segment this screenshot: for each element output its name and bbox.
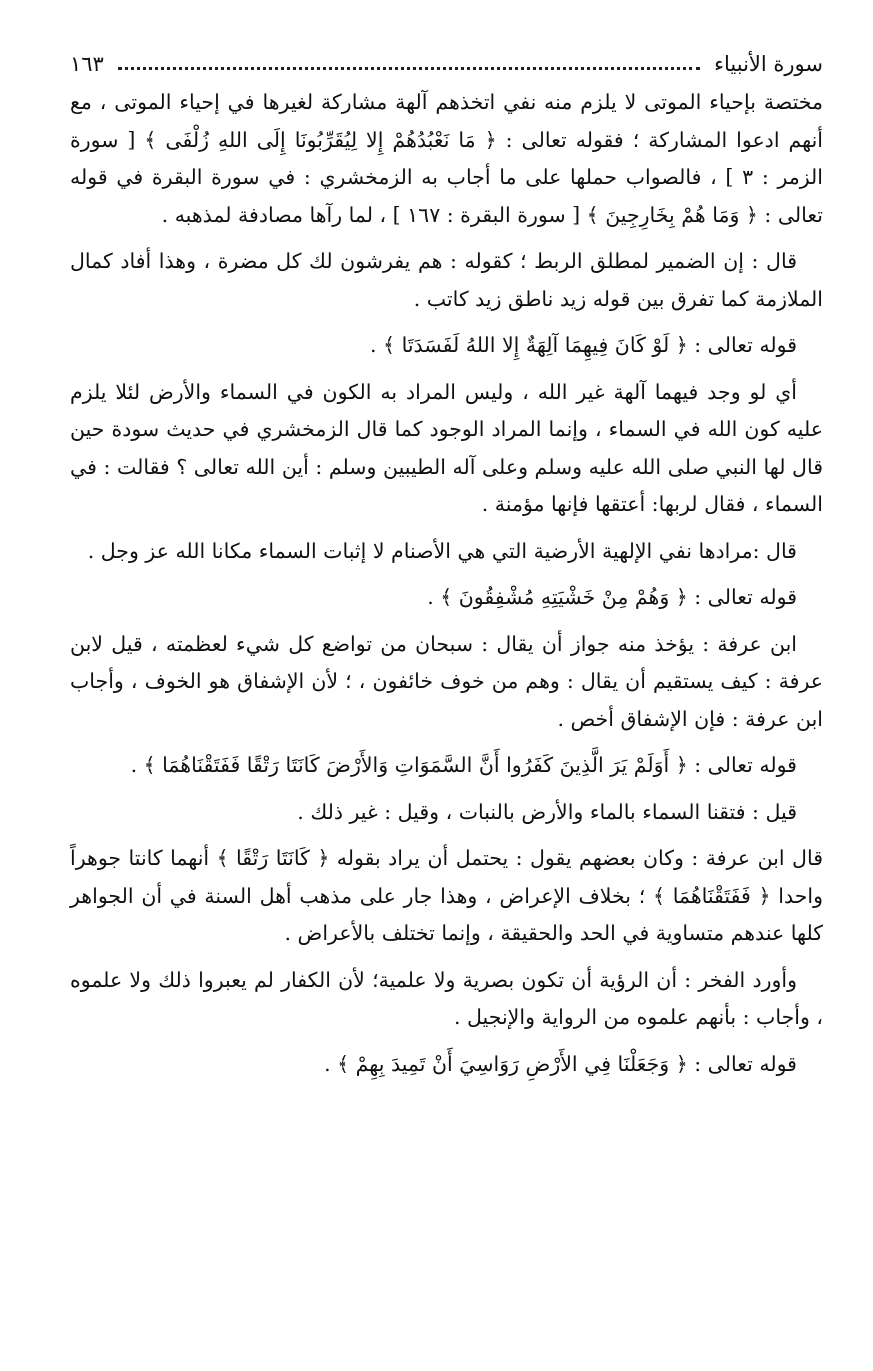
paragraph: أي لو وجد فيهما آلهة غير الله ، وليس المراد به الكون في السماء والأرض لئلا يلزم عليه كون الله في السماء ، وإنما المراد الوجود كما قال الزمخشري في حديث سودة حين قال لها النبي صلى الله عليه وسلم وعلى آله الطيبين وسلم : أين الله تعالى ؟ فقالت : في السماء ، فقال لربها: أعتقها فإنها مؤمنة . [70,379,823,516]
paragraph: قوله تعالى : ﴿ أَوَلَمْ يَرَ الَّذِينَ كَفَرُوا أَنَّ السَّمَوَاتِ وَالأَرْضَ كَانَتَا رَتْقًا فَفَتَقْنَاهُمَا ﴾ . [130,753,797,777]
paragraph: قال : إن الضمير لمطلق الربط ؛ كقوله : هم يفرشون لك كل مضرة ، وهذا أفاد كمال الملازمة كما تفرق بين قوله زيد ناطق زيد كاتب . [70,249,823,311]
paragraph: ابن عرفة : يؤخذ منه جواز أن يقال : سبحان من تواضع كل شيء لعظمته ، قيل لابن عرفة : كيف يستقيم أن يقال : وهم من خوف خائفون ، ؛ لأن الإشفاق هو الخوف ، وأجاب ابن عرفة : فإن الإشفاق أخص . [70,631,823,731]
paragraph: قوله تعالى : ﴿ وَجَعَلْنَا فِي الأَرْضِ رَوَاسِيَ أَنْ تَمِيدَ بِهِمْ ﴾ . [324,1051,797,1076]
paragraph: وأورد الفخر : أن الرؤية أن تكون بصرية ولا علمية؛ لأن الكفار لم يعبروا ذلك ولا علموه ، وأجاب : بأنهم علموه من الرواية والإنجيل . [70,967,823,1029]
paragraph: قال ابن عرفة : وكان بعضهم يقول : يحتمل أن يراد بقوله ﴿ كَانَتَا رَتْقًا ﴾ أنهما كانتا جوهراً واحدا ﴿ فَفَتَقْنَاهُمَا ﴾ ؛ بخلاف الإعراض ، وهذا جار على مذهب أهل السنة في أن الجواهر كلها عندهم متساوية في الحد والحقيقة ، وإنما تختلف بالأعراض . [70,846,823,945]
header-dotted-leader [118,67,700,70]
surah-title: سورة الأنبياء [714,52,823,76]
paragraph: قوله تعالى : ﴿ وَهُمْ مِنْ خَشْيَتِهِ مُشْفِقُونَ ﴾ . [427,585,797,609]
paragraph: مختصة بإحياء الموتى لا يلزم منه نفي اتخذهم آلهة مشاركة لغيرها في إحياء الموتى ، مع أنهم ادعوا المشاركة ؛ فقوله تعالى : ﴿ مَا نَعْبُدُهُمْ إِلا لِيُقَرِّبُونَا إِلَى اللهِ زُلْفَى ﴾ [ سورة الزمر : ٣ ] ، فالصواب حملها على ما أجاب به الزمخشري : في سورة البقرة في قوله تعالى : ﴿ وَمَا هُمْ بِخَارِجِينَ ﴾ [ سورة البقرة : ١٦٧ ] ، لما رآها مصادفة لمذهبه . [70,90,823,227]
page-number: ١٦٣ [70,52,104,76]
paragraph: قيل : فتقنا السماء بالماء والأرض بالنبات ، وقيل : غير ذلك . [297,799,797,824]
page-body [70,84,823,1083]
paragraph: قوله تعالى : ﴿ لَوْ كَانَ فِيهِمَا آلِهَةٌ إِلا اللهُ لَفَسَدَتَا ﴾ . [370,333,797,357]
paragraph: قال :مرادها نفي الإلهية الأرضية التي هي الأصنام لا إثبات السماء مكانا الله عز وجل . [87,538,797,563]
running-header [70,44,823,84]
